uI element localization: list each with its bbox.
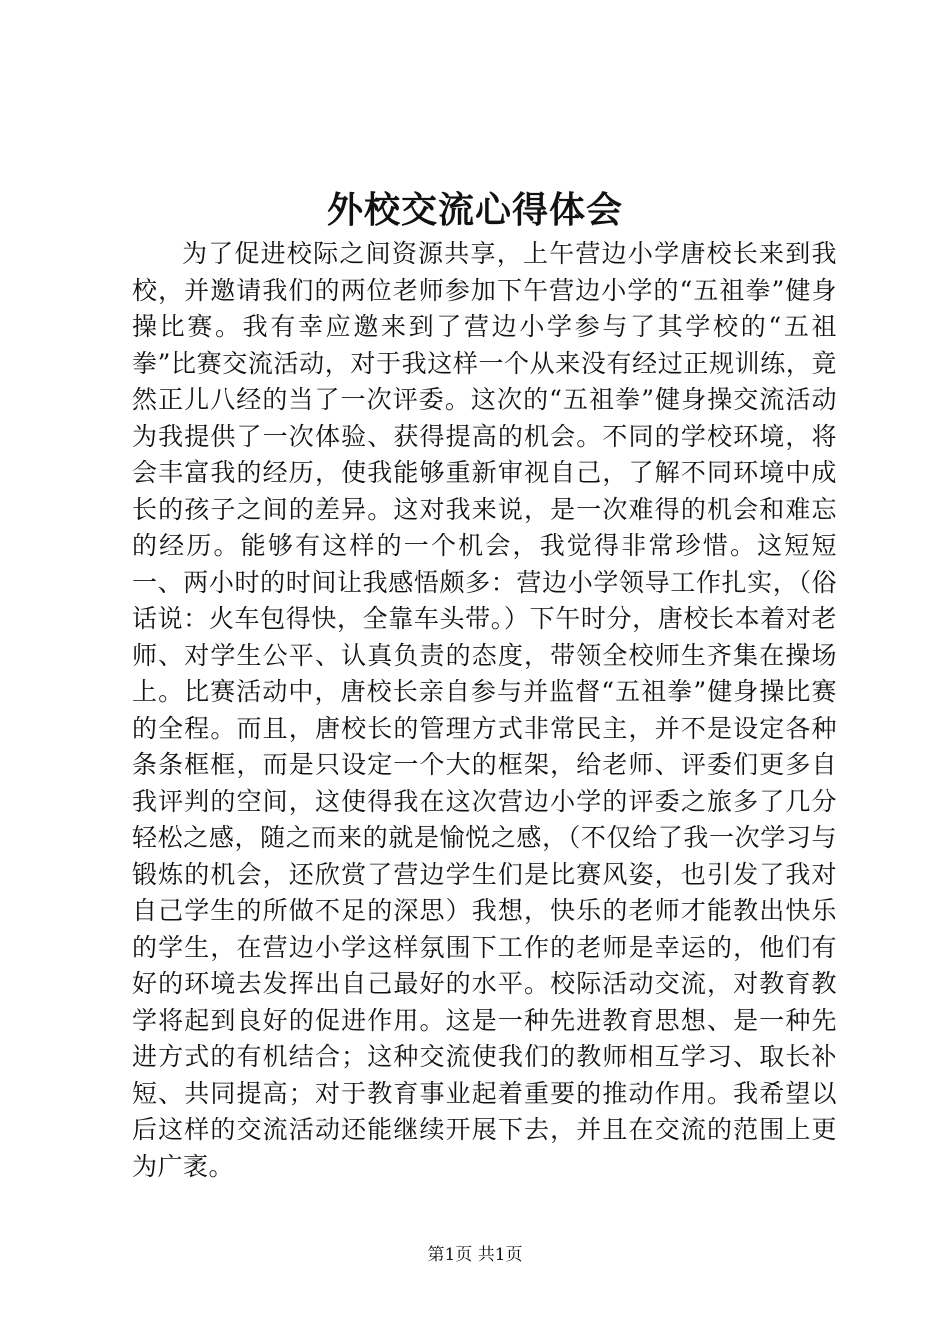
document-title: 外校交流心得体会 xyxy=(326,189,623,231)
body-paragraph: 为了促进校际之间资源共享，上午营边小学唐校长来到我校，并邀请我们的两位老师参加下午营边小学的“五祖拳”健身操比赛。我有幸应邀来到了营边小学参与了其学校的“五祖拳”比赛交流活动，对于我这样一个从来没有经过正规训练，竟然正儿八经的当了一次评委。这次的“五祖拳”健身操交流活动为我提供了一次体验、获得提高的机会。不同的学校环境，将会丰富我的经历，使我能够重新审视自己，了解不同环境中成长的孩子之间的差异。这对我来说，是一次难得的机会和难忘的经历。能够有这样的一个机会，我觉得非常珍惜。这短短一、两小时的时间让我感悟颇多：营边小学领导工作扎实，（俗话说：火车包得快，全靠车头带。）下午时分，唐校长本着对老师、对学生公平、认真负责的态度，带领全校师生齐集在操场上。比赛活动中，唐校长亲自参与并监督“五祖拳”健身操比赛的全程。而且，唐校长的管理方式非常民主，并不是设定各种条条框框，而是只设定一个大的框架，给老师、评委们更多自我评判的空间，这使得我在这次营边小学的评委之旅多了几分轻松之感，随之而来的就是愉悦之感，（不仅给了我一次学习与锻炼的机会，还欣赏了营边学生们是比赛风姿，也引发了我对自己学生的所做不足的深思）我想，快乐的老师才能教出快乐的学生，在营边小学这样氛围下工作的老师是幸运的，他们有好的环境去发挥出自己最好的水平。校际活动交流，对教育教学将起到良好的促进作用。这是一种先进教育思想、是一种先进方式的有机结合；这种交流使我们的教师相互学习、取长补短、共同提高；对于教育事业起着重要的推动作用。我希望以后这样的交流活动还能继续开展下去，并且在交流的范围上更为广袤。 xyxy=(132,239,837,1181)
page-number-footer: 第1页 共1页 xyxy=(427,1245,523,1265)
